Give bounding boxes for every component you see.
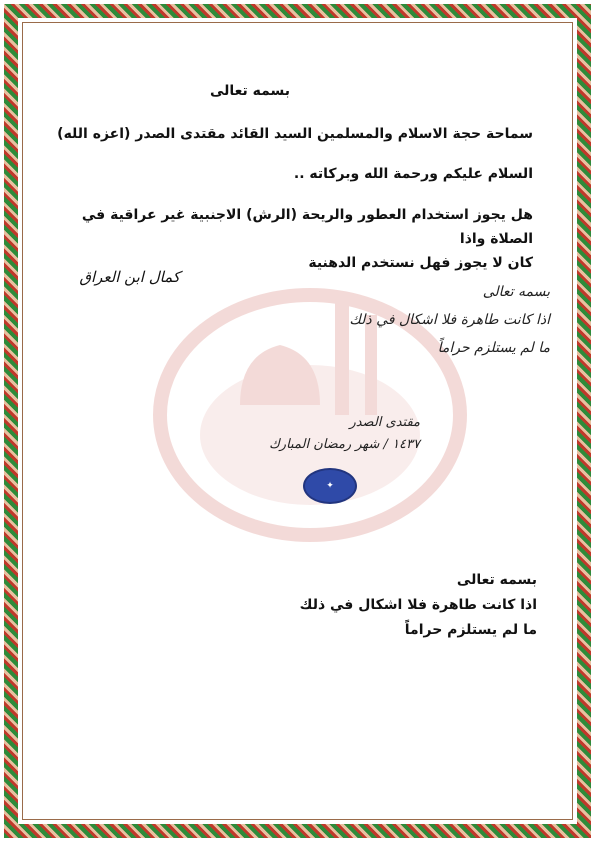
question-text [53,203,533,275]
questioner-signature: كمال ابن العراق [79,268,180,286]
handwritten-signature [220,412,420,456]
handwritten-answer [245,278,550,362]
addressee-line: سماحة حجة الاسلام والمسلمين السيد القائد مقتدى الصدر (اعزه الله) [57,126,533,142]
greeting-line: السلام عليكم ورحمة الله وبركاته .. [293,166,533,182]
signature-date: ١٤٣٧ / شهر رمضان المبارك [269,437,420,452]
answer-line: اذا كانت طاهرة فلا اشكال في ذلك [299,597,537,613]
official-seal-stamp: ✦ [303,468,357,504]
answer-line: ما لم يستلزم حراماً [404,622,537,638]
handwritten-line: ما لم يستلزم حراماً [437,340,550,356]
handwritten-line: اذا كانت طاهرة فلا اشكال في ذلك [349,312,550,328]
question-line: هل يجوز استخدام العطور والريحة (الرش) الاجنبية غير عراقية في الصلاة واذا [81,207,533,247]
question-line: كان لا يجوز فهل نستخدم الدهنية [308,255,533,271]
typed-answer [137,568,537,643]
answer-line: بسمه تعالى [456,572,537,588]
handwritten-line: بسمه تعالى [482,284,550,300]
signer-name: مقتدى الصدر [349,415,420,430]
document-header: بسمه تعالى [209,83,291,99]
